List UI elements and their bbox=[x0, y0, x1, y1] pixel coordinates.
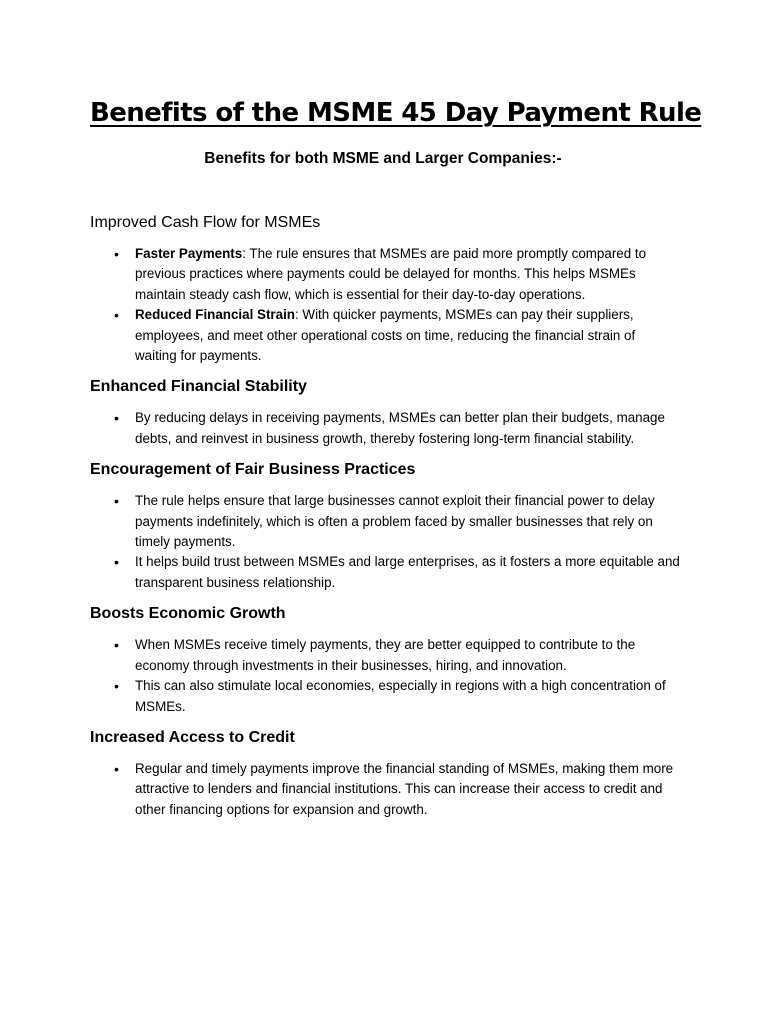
bullet-text: : The rule ensures that MSMEs are paid more promptly compared to previous practices where payments could be delayed for months. This helps MSMEs maintain steady cash flow, which is essential for their day-to-day operations. bbox=[135, 246, 647, 302]
section-access-to-credit bbox=[90, 727, 680, 820]
bullet-text: It helps build trust between MSMEs and large enterprises, as it fosters a more equitable and transparent business relationship. bbox=[135, 554, 680, 590]
list-item bbox=[90, 759, 680, 820]
bullet-text: The rule helps ensure that large businesses cannot exploit their financial power to delay payments indefinitely, which is often a problem faced by smaller businesses that rely on timely payments. bbox=[135, 493, 655, 550]
list-item bbox=[90, 635, 680, 676]
section-economic-growth bbox=[90, 603, 680, 717]
bullet-icon: • bbox=[114, 554, 119, 571]
section-enhanced-financial-stability bbox=[90, 376, 680, 449]
bullet-icon: • bbox=[114, 410, 119, 427]
bullet-text: Regular and timely payments improve the financial standing of MSMEs, making them more attractive to lenders and financial institutions. This can increase their access to credit and other financing options for expansion and growth. bbox=[135, 760, 674, 817]
document-page bbox=[90, 94, 702, 830]
section-heading: Boosts Economic Growth bbox=[90, 605, 286, 623]
bullet-icon: • bbox=[114, 678, 119, 695]
bullet-text: This can also stimulate local economies, especially in regions with a high concentration of MSMEs. bbox=[135, 678, 666, 714]
bullet-list bbox=[90, 491, 680, 593]
bullet-list bbox=[90, 408, 680, 449]
page-title: Benefits of the MSME 45 Day Payment Rule bbox=[90, 98, 702, 128]
bullet-list bbox=[90, 635, 680, 717]
list-item bbox=[90, 491, 680, 552]
list-item bbox=[90, 676, 680, 717]
list-item bbox=[90, 305, 680, 366]
bullet-list bbox=[90, 244, 680, 366]
section-heading: Increased Access to Credit bbox=[90, 728, 295, 746]
bullet-text: By reducing delays in receiving payments, MSMEs can better plan their budgets, manage debts, and reinvest in business growth, thereby fostering long-term financial stability. bbox=[135, 410, 665, 446]
section-fair-business-practices bbox=[90, 459, 680, 593]
section-improved-cash-flow bbox=[90, 212, 680, 366]
list-item bbox=[90, 244, 680, 305]
bullet-icon: • bbox=[114, 307, 119, 324]
bullet-text: : With quicker payments, MSMEs can pay their suppliers, employees, and meet other operational costs on time, reducing the financial strain of waiting for payments. bbox=[135, 307, 636, 364]
bullet-icon: • bbox=[114, 637, 119, 654]
bullet-icon: • bbox=[114, 760, 119, 777]
section-heading: Enhanced Financial Stability bbox=[90, 378, 307, 396]
list-item bbox=[90, 552, 680, 593]
bullet-icon: • bbox=[114, 246, 119, 262]
section-heading: Improved Cash Flow for MSMEs bbox=[90, 214, 321, 231]
section-heading: Encouragement of Fair Business Practices bbox=[90, 461, 416, 479]
list-item bbox=[90, 408, 680, 449]
bullet-icon: • bbox=[114, 493, 119, 510]
bullet-term: Faster Payments bbox=[135, 246, 243, 261]
page-subtitle: Benefits for both MSME and Larger Companies:- bbox=[204, 150, 562, 167]
bullet-text: When MSMEs receive timely payments, they are better equipped to contribute to the economy through investments in their businesses, hiring, and innovation. bbox=[135, 637, 636, 673]
bullet-term: Reduced Financial Strain bbox=[135, 307, 295, 323]
bullet-list bbox=[90, 759, 680, 820]
